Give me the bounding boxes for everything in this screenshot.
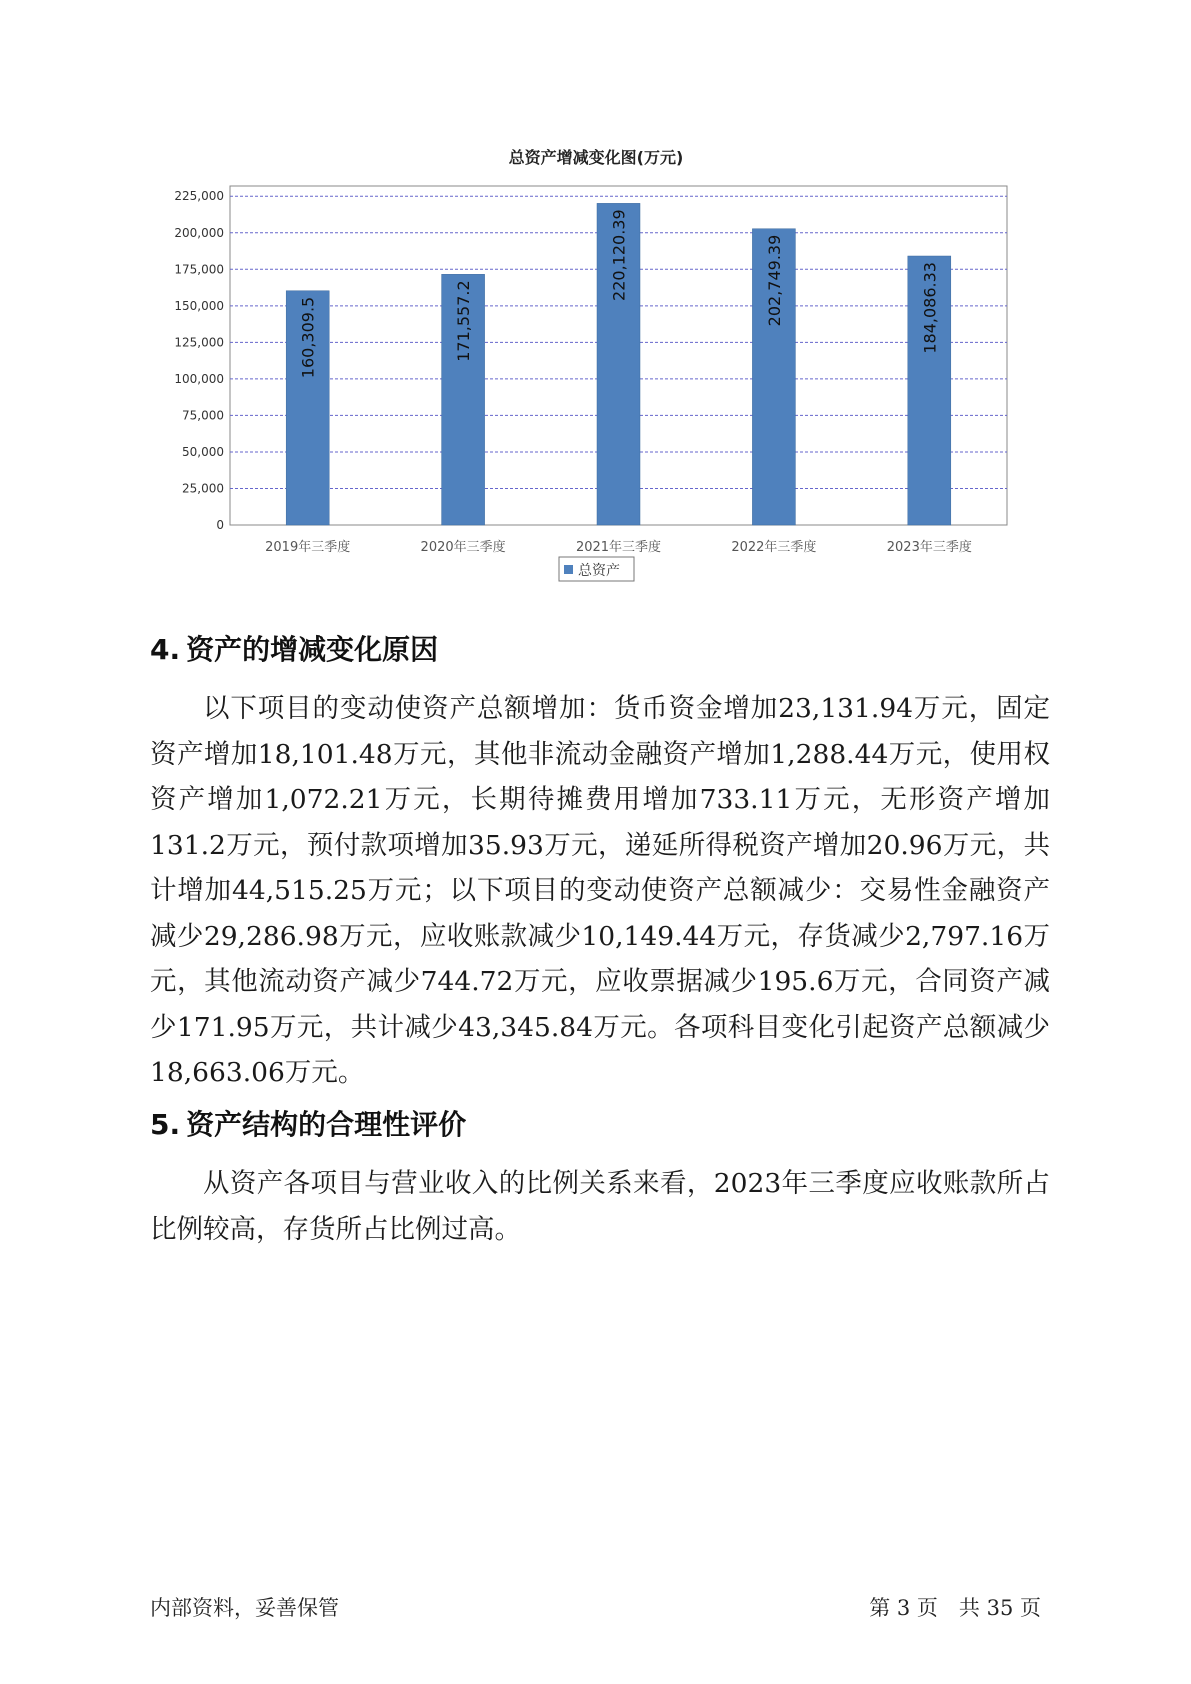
bar-data-label: 160,309.5 [298, 296, 318, 379]
section-asset-change-reasons [150, 628, 1050, 1096]
bar-data-label: 220,120.39 [609, 209, 629, 301]
y-tick-label: 75,000 [182, 408, 224, 423]
section-heading [150, 1103, 1050, 1143]
bar-data-label: 202,749.39 [764, 234, 784, 327]
chart-title: 总资产增减变化图(万元) [508, 148, 684, 167]
x-axis-ticks [265, 539, 972, 555]
section-title: 资产结构的合理性评价 [186, 1108, 467, 1141]
y-tick-label: 50,000 [182, 444, 224, 459]
y-tick-label: 0 [216, 518, 224, 532]
x-tick-label: 2020年三季度 [420, 540, 506, 555]
total-assets-bar-chart [0, 0, 1191, 600]
legend [559, 557, 634, 581]
footer-page-number: 第 3 页 共 35 页 [869, 1596, 1041, 1620]
legend-label: 总资产 [578, 563, 620, 579]
y-tick-label: 100,000 [174, 371, 224, 386]
y-tick-label: 150,000 [174, 298, 224, 313]
x-tick-label: 2023年三季度 [886, 540, 972, 555]
y-tick-label: 225,000 [174, 189, 224, 204]
section-title: 资产的增减变化原因 [186, 633, 439, 666]
section-number: 5. [150, 1108, 181, 1141]
y-tick-label: 25,000 [182, 481, 224, 496]
legend-swatch [564, 565, 573, 574]
bar-data-label: 171,557.2 [454, 280, 474, 362]
section-paragraph: 以下项目的变动使资产总额增加：货币资金增加23,131.94万元，固定资产增加18,101.48万元，其他非流动金融资产增加1,288.44万元，使用权资产增加1,072.21万元，长期待摊费用增加733.11万元，无形资产增加131.2万元，预付款项增加35.93万元，递延所得税资产增加20.96万元，共计增加44,515.25万元；以下项目的变动使资产总额减少：交易性金融资产减少29,286.98万元，应收账款减少10,149.44万元，存货减少2,797.16万元，其他流动资产减少744.72万元，应收票据减少195.6万元，合同资产减少171.95万元，共计减少43,345.84万元。各项科目变化引起资产总额减少18,663.06万元。 [150, 693, 1050, 1088]
footer-confidential-note: 内部资料，妥善保管 [150, 1596, 339, 1620]
x-tick-label: 2019年三季度 [265, 540, 351, 555]
section-heading [150, 628, 1050, 668]
x-tick-label: 2021年三季度 [575, 540, 662, 555]
section-paragraph: 从资产各项目与营业收入的比例关系来看，2023年三季度应收账款所占比例较高，存货所占比例过高。 [150, 1168, 1050, 1245]
y-axis-ticks [174, 189, 224, 532]
y-tick-label: 125,000 [174, 335, 224, 350]
bars [286, 203, 951, 525]
section-number: 4. [150, 633, 181, 666]
bar-data-label: 184,086.33 [920, 262, 940, 354]
section-asset-structure-evaluation [150, 1103, 1050, 1252]
y-tick-label: 200,000 [174, 225, 224, 240]
x-tick-label: 2022年三季度 [731, 540, 817, 555]
y-tick-label: 175,000 [174, 262, 224, 277]
